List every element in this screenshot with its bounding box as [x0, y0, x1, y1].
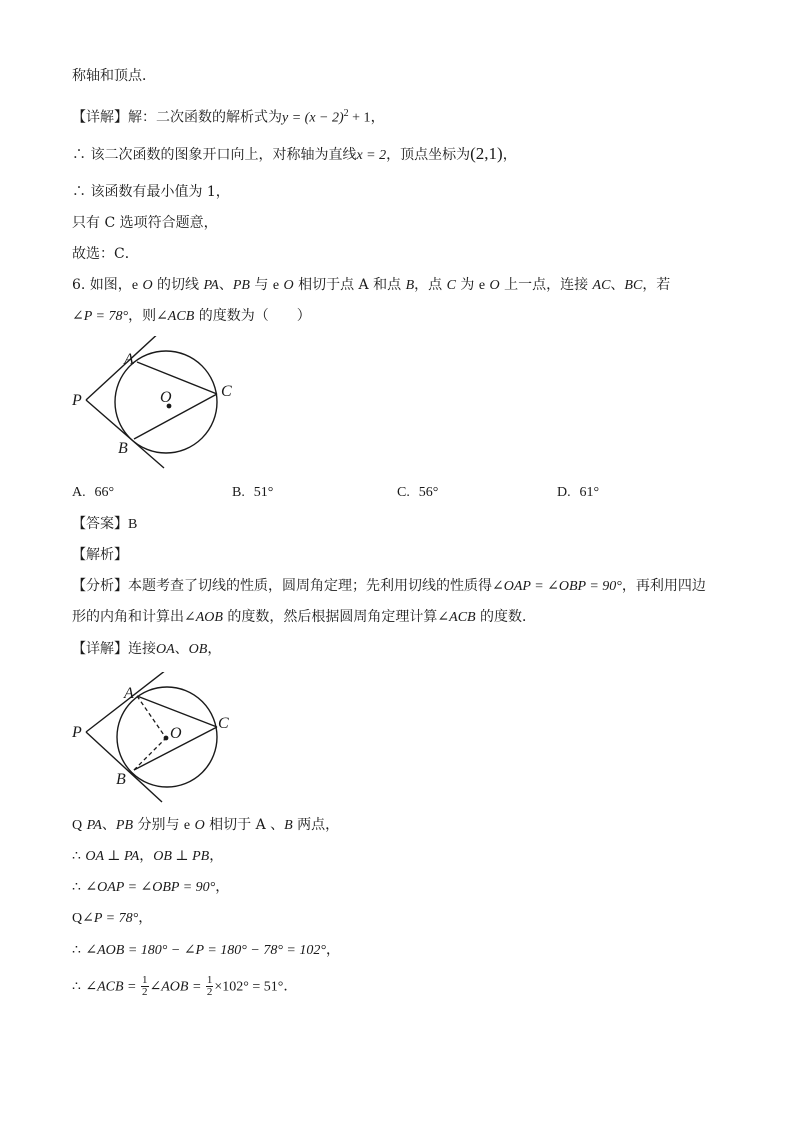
math-expression: ∠AOB: [184, 610, 223, 625]
text: 6. 如图，: [72, 277, 132, 293]
text: 连接: [128, 641, 156, 657]
label-b: B: [116, 771, 126, 788]
fraction: [141, 975, 149, 998]
text: 分别与: [133, 817, 184, 833]
solution-step: [72, 975, 297, 998]
text: 的度数为（ ）: [194, 308, 311, 324]
math-var: O: [142, 278, 153, 293]
solution-step: [72, 846, 223, 867]
math-expression: OA ⊥ PA: [85, 849, 140, 864]
text: 本题考查了切线的性质，圆周角定理；先利用切线的性质得: [128, 578, 492, 594]
math-var: B: [284, 818, 293, 833]
option-label: D.: [557, 485, 571, 500]
text: ．: [283, 978, 298, 995]
option-b[interactable]: [232, 482, 273, 503]
label-o: O: [170, 725, 182, 742]
math-expression: ×102° = 51°: [214, 979, 284, 995]
section-tag: 【详解】: [72, 641, 128, 657]
because-symbol: Q: [72, 911, 83, 926]
text: 与: [249, 277, 273, 293]
label-o: O: [160, 389, 172, 406]
math-expression: y = (x − 2): [282, 110, 344, 126]
math-expression: ∠OAP = ∠OBP = 90°: [85, 880, 216, 895]
segment-ac: [137, 362, 217, 394]
option-value: 66°: [94, 485, 115, 500]
text: ∴ 该函数有最小值为 1，: [72, 184, 230, 200]
analysis-text: [72, 576, 706, 597]
text: ，: [139, 848, 154, 864]
option-d[interactable]: [557, 482, 599, 503]
label-c: C: [221, 383, 232, 400]
geometry-figure-2: [66, 672, 250, 808]
option-value: 56°: [418, 485, 439, 500]
text: 相切于点 A 和点: [293, 277, 406, 293]
label-a: A: [124, 685, 134, 702]
center-point: [164, 736, 169, 741]
label-a: A: [124, 351, 134, 368]
text: ∴ 该二次函数的图象开口向上，对称轴为直线: [72, 147, 357, 163]
text: ，点: [414, 277, 447, 293]
math-expression: ∠AOB =: [149, 979, 205, 995]
math-var: O: [283, 278, 294, 293]
text-line: [72, 182, 230, 202]
text: ，: [370, 109, 385, 126]
math-expression: ∠P = 78°: [72, 309, 129, 324]
solution-step: [72, 908, 152, 929]
segment-ob-dashed: [134, 738, 166, 770]
segment-ac: [137, 696, 217, 727]
tangent-line-pb: [86, 732, 162, 802]
text: 的切线: [152, 277, 204, 293]
text-line: [72, 104, 385, 129]
tangent-line-pb: [86, 400, 164, 468]
option-value: 61°: [579, 485, 600, 500]
math-var: BC: [624, 278, 643, 293]
math-expression: ∠AOB = 180° − ∠P = 180° − 78° = 102°: [85, 943, 326, 958]
text: 相切于 A 、: [204, 817, 285, 833]
circle-symbol: e: [183, 818, 191, 833]
therefore-symbol: ∴: [72, 942, 81, 958]
circle-symbol: e: [272, 278, 280, 293]
because-symbol: Q: [72, 818, 83, 833]
math-expression: ∠P = 78°: [82, 911, 139, 926]
analysis-text: [72, 607, 536, 628]
text: 两点，: [292, 817, 340, 833]
text: ，: [325, 942, 340, 958]
text: ，顶点坐标为: [386, 147, 471, 163]
text: 故选：C．: [72, 246, 139, 262]
section-tag: 【解析】: [72, 547, 128, 563]
text-line: [72, 244, 139, 264]
text-line: [72, 66, 156, 86]
denominator: 2: [142, 986, 148, 998]
text: 、: [610, 277, 625, 293]
text: 形的内角和计算出: [72, 609, 184, 625]
therefore-symbol: ∴: [72, 848, 81, 864]
math-expression: (2,1): [470, 144, 503, 163]
math-var: B: [405, 278, 415, 293]
text: 、: [218, 277, 233, 293]
option-a[interactable]: [72, 482, 114, 503]
text: ，: [138, 910, 153, 926]
answer-value: B: [128, 517, 138, 532]
text: 只有 C 选项符合题意，: [72, 215, 218, 231]
circle-symbol: e: [131, 278, 139, 293]
math-expression: ∠ACB: [437, 610, 476, 625]
label-p: P: [72, 724, 82, 741]
text: 的度数．: [475, 609, 537, 625]
section-tag: 【答案】: [72, 516, 128, 532]
text: ，: [215, 879, 230, 895]
math-expression: x = 2: [356, 148, 387, 163]
math-var: PA: [86, 818, 102, 833]
geometry-figure-1: [66, 336, 250, 472]
text: ，若: [642, 277, 671, 293]
question-text: [72, 306, 311, 327]
circle-symbol: e: [478, 278, 486, 293]
section-tag: 【分析】: [72, 578, 128, 594]
math-var: O: [194, 818, 205, 833]
option-c[interactable]: [397, 482, 438, 503]
text: 上一点，连接: [499, 277, 593, 293]
text: 、: [174, 641, 189, 657]
math-expression: OB ⊥ PB: [153, 849, 210, 864]
analysis-header: [72, 545, 128, 565]
text: ，: [207, 641, 222, 657]
math-var: C: [446, 278, 456, 293]
solution-step: [72, 940, 340, 961]
therefore-symbol: ∴: [72, 978, 81, 995]
label-c: C: [218, 715, 229, 732]
numerator: 1: [206, 974, 213, 986]
solution-step: [72, 877, 229, 898]
math-expression: ∠ACB: [156, 309, 195, 324]
math-var: AC: [592, 278, 611, 293]
label-p: P: [72, 392, 82, 409]
label-b: B: [118, 440, 128, 457]
question-text: [72, 275, 670, 296]
segment-bc: [134, 394, 217, 439]
option-label: B.: [232, 485, 245, 500]
option-label: A.: [72, 485, 86, 500]
math-expression: ∠ACB =: [85, 979, 140, 995]
text: 的度数，然后根据圆周角定理计算: [222, 609, 438, 625]
text: 称轴和顶点．: [72, 68, 156, 84]
math-var: PA: [203, 278, 219, 293]
text-line: [72, 213, 218, 233]
text: 、: [101, 817, 116, 833]
math-expression: ∠OAP = ∠OBP = 90°: [492, 579, 622, 594]
math-expression: + 1: [348, 110, 371, 126]
solution-step: [72, 815, 339, 836]
text: 解：二次函数的解析式为: [128, 109, 282, 126]
answer-line: [72, 514, 137, 535]
section-tag: 【详解】: [72, 109, 128, 126]
option-value: 51°: [253, 485, 274, 500]
math-var: OA: [156, 642, 175, 657]
math-var: O: [489, 278, 500, 293]
text: ，再利用四边: [621, 578, 706, 594]
denominator: 2: [206, 986, 213, 998]
text: ，: [502, 147, 517, 163]
numerator: 1: [142, 974, 148, 986]
exponent: 2: [343, 108, 349, 119]
text: ，: [209, 848, 224, 864]
text: ，则: [128, 308, 157, 324]
math-var: PB: [115, 818, 133, 833]
math-var: PB: [232, 278, 250, 293]
math-var: OB: [188, 642, 208, 657]
option-label: C.: [397, 485, 410, 500]
text: 为: [455, 277, 479, 293]
fraction: [206, 975, 214, 998]
text-line: [72, 144, 517, 166]
therefore-symbol: ∴: [72, 879, 81, 895]
solution-text: [72, 639, 221, 660]
